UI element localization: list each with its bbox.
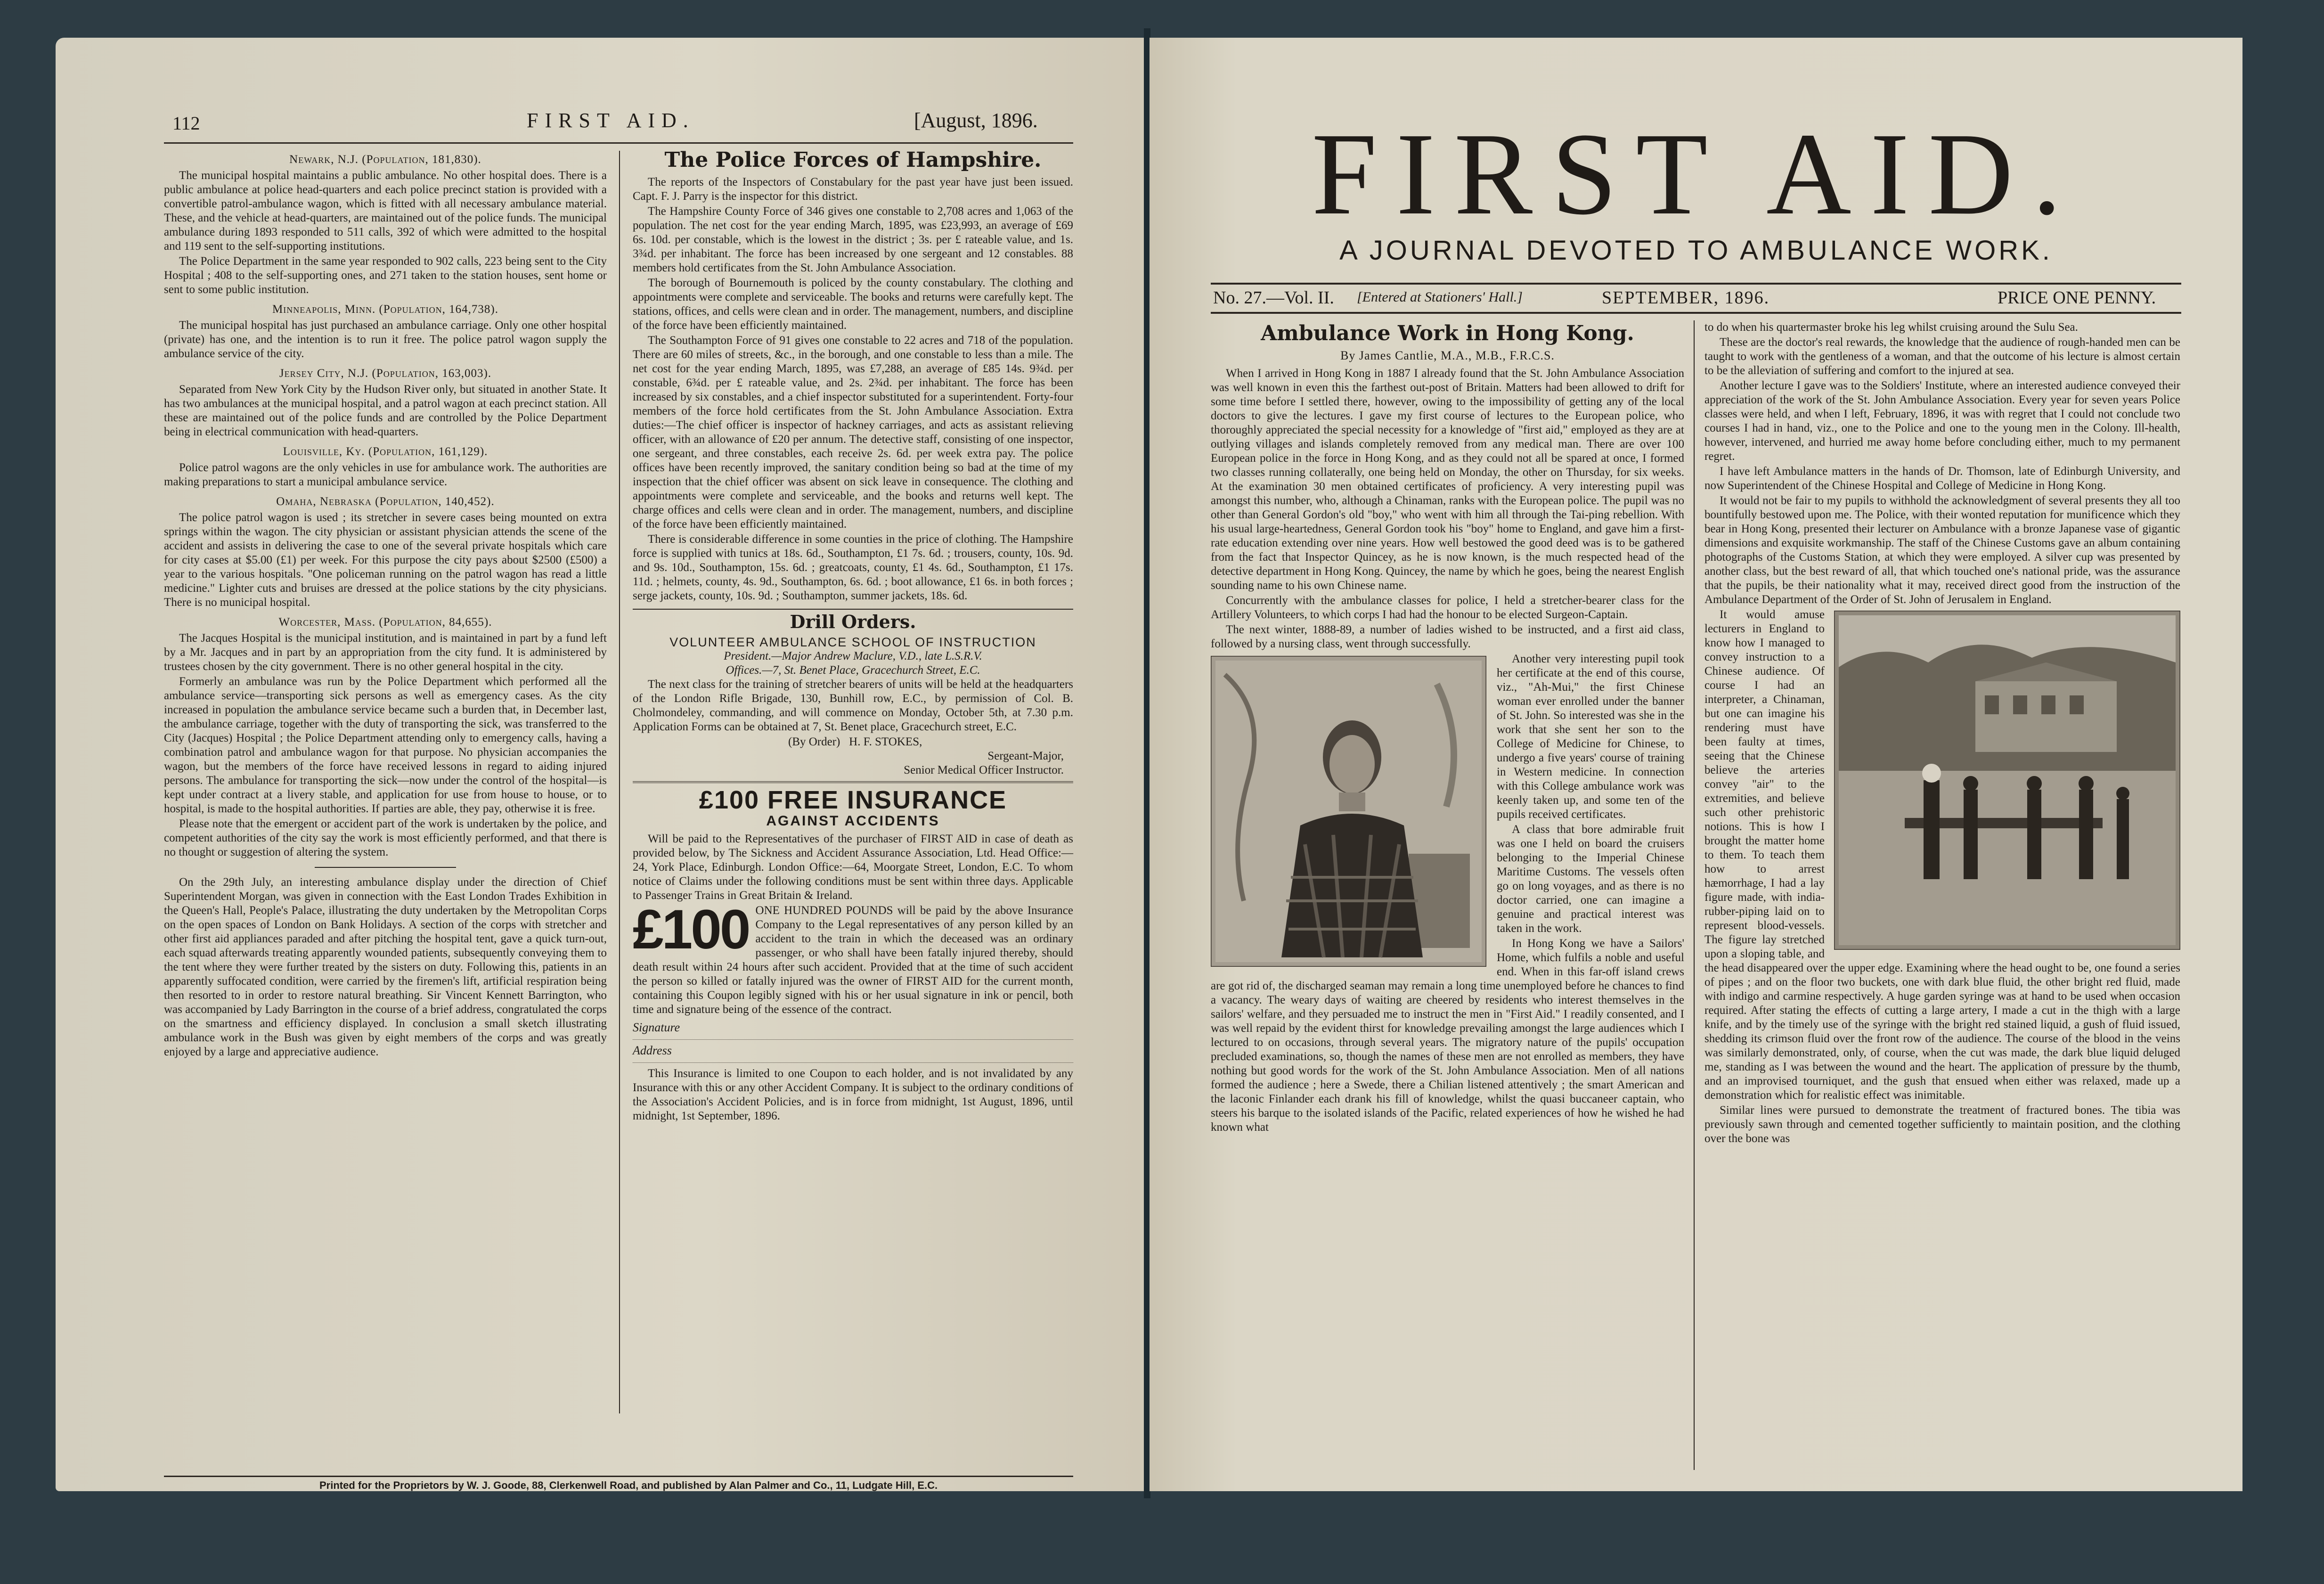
paragraph: Police patrol wagons are the only vehicles in use for ambulance work. The authorities are making preparations to start a municipal ambulance service. <box>164 461 607 488</box>
drill-by-order: (By Order) <box>788 735 840 748</box>
article-paragraph: The next winter, 1888-89, a number of ladies wished to be instructed, and a first aid class, followed by a nursing class, went through successfully. <box>1211 623 1684 650</box>
article-column-1 <box>1211 320 1684 1135</box>
page-number: 112 <box>172 113 200 134</box>
police-paragraph: The Hampshire County Force of 346 gives one constable to 2,708 acres and 1,063 of the population. The net cost for the year ending March, 1895, was £23,993, an average of £69 6s. 10d. per constable, which is the lowest in the district ; 3s. per £ rateable value, and 1s. 3¾d. per inhabitant. The force has been increased by one sergeant and 12 constables. 88 members hold certificates from the St. John Ambulance Association. <box>633 205 1073 274</box>
paragraph: The Police Department in the same year responded to 902 calls, 223 being sent to the City Hospital ; 408 to the self-supporting ones, and 271 taken to the station houses, sent home or sent to some public institution. <box>164 255 607 296</box>
article-paragraph: It would not be fair to my pupils to withhold the acknowledgment of several presents they all too bountifully bestowed upon me. The Police, with their wonted reputation for munificence which they bear in Hong Kong, presented their lecturer on Ambulance with a bronze Japanese vase of gigantic dimensions and exquisite workmanship. The staff of the Chinese Customs gave an album containing photographs of the Customs Station, at which they were employed. A silver cup was presented by another class, but the best reward of all, that which touched one's national pride, was the assurance that the pupils, be their nationality what it may, received direct good from the instruction of the Ambulance Department of the Order of St. John of Jerusalem in England. <box>1704 494 2180 606</box>
masthead-rule-top <box>1211 283 2181 285</box>
article-paragraph: A class that bore admirable fruit was one I held on board the cruisers belonging to the Imperial Chinese Maritime Customs. The vessels often go on long voyages, and as there is no doctor carried, one can imagine a genuine and practical interest was taken in the work. <box>1497 823 1684 935</box>
article-paragraph: Concurrently with the ambulance classes for police, I held a stretcher-bearer class for the Artillery Volunteers, to which corps I had had the honour to be elected Surgeon-Captain. <box>1211 594 1684 621</box>
paragraph: Please note that the emergent or accident part of the work is undertaken by the police, and competent authorities of the city say the work is most efficiently performed, and that there is no thought or suggestion of altering the system. <box>164 817 607 858</box>
city-heading: Louisville, Ky. (Population, 161,129). <box>283 445 488 458</box>
stretcher-drill-photo <box>1834 611 2180 950</box>
running-title: FIRST AID. <box>527 109 695 132</box>
paragraph: The municipal hospital has just purchased an ambulance carriage. Only one other hospital (private) has one, and the intention is to run it free. The police patrol wagon supply the ambulance service of the city. <box>164 319 607 360</box>
printer-footer: Printed for the Proprietors by W. J. Goode, 88, Clerkenwell Road, and published by Alan Palmer and Co., 11, Ludgate Hill, E.C. <box>319 1479 938 1491</box>
police-paragraph: The Southampton Force of 91 gives one constable to 22 acres and 718 of the population. There are 60 miles of streets, &c., in the borough, and one constable to less than a mile. The net cost for the year ending March, 1895, was £7,288, an average of £85 14s. 9¾d. per constable, 6¾d. per £ rateable value, and 2s. 2¾d. per inhabitant. The force has been increased by six constables, and a chief inspector substituted for a superintendent. Forty-four members of the force hold certificates from the St. John Ambulance Association. Extra duties:—The chief officer is inspector of hackney carriages, and acts as assistant relieving officer, with an allowance of £20 per annum. The detective staff, consisting of one inspector, one sergeant, and three constables, each receive 2s. 6d. per week extra pay. The police offices have been recently improved, the sanitary condition being so bad at the time of my inspection that the chief officer was absent on sick leave in consequence. The clothing and appointments were complete and serviceable, and the books and returns well kept. The charge offices and cells were clean and in order. The management, numbers, and discipline of the force have been efficiently maintained. <box>633 334 1073 531</box>
right-page <box>1150 38 2242 1491</box>
article-title: Ambulance Work in Hong Kong. <box>1261 321 1634 345</box>
article-paragraph: In Hong Kong we have a Sailors' Home, which fulfils a noble and useful end. When in this far-off island crews are got rid of, the discharged seaman may remain a long time unemployed before he chances to find a vacancy. The weary days of waiting are cheered by residents who interest themselves in the sailors' welfare, and they persuaded me to instruct the men in "First Aid." I readily consented, and I was well repaid by the evident thirst for knowledge prevailing amongst the large audiences which I lectured to on occasions, through several years. The migratory nature of the pupils' occupation precluded examinations, so, though the names of these men are not enrolled as members, they have nothing but good words for the work of the St. John Ambulance Association. Men of all nations formed the audience ; here a Swede, there a Chilian listened attentively ; the smart American and the laconic Finlander each drank his fill of knowledge, whilst the quasi buccaneer captain, who steers his barque to the isolated islands of the Pacific, related experiences of how he wished he had known what <box>1211 937 1684 1134</box>
city-heading: Jersey City, N.J. (Population, 163,003). <box>279 367 492 380</box>
masthead-rule-bottom <box>1211 312 2181 314</box>
left-page <box>56 38 1144 1491</box>
column-divider <box>619 151 620 1413</box>
section-rule <box>315 867 456 868</box>
article-paragraph: I have left Ambulance matters in the hands of Dr. Thomson, late of Edinburgh University, and now Superintendent of the Chinese Hospital and College of Medicine in Hong Kong. <box>1704 465 2180 492</box>
paragraph: Formerly an ambulance was run by the Police Department which performed all the ambulance service—transporting sick persons as well as emergency cases. As the city increased in population the ambulance service became such a burden that, in December last, the ambulance carriage, together with the duty of transporting the sick, was transferred to the City (Jacques) Hospital ; the Police Department attending only to emergency calls, having a combination patrol and ambulance wagon for that purpose. No physician accompanies the wagon, but the members of the force have received lessons in regard to aiding injured persons. The ambulance for transporting the sick—now under the control of the hospital—is kept under contract at a livery stable, and application for use from house to house, or to hospital, is made to the hospital authorities. If parties are able, they pay, otherwise it is free. <box>164 675 607 815</box>
masthead-title: FIRST AID. <box>1312 109 2080 239</box>
header-rule <box>164 142 1073 144</box>
drill-signatory: H. F. STOKES, <box>849 735 922 748</box>
article-paragraph: When I arrived in Hong Kong in 1887 I already found that the St. John Ambulance Association was well known in even this the farthest out-post of Britain. Matters had been allowed to drift for some time before I settled there, however, owing to the impossibility of getting any of the local doctors to give the lectures. I gave my first course of lectures to the European police, who thoroughly appreciated the special necessity for a knowledge of "first aid," employed as they are at outlying villages and islands completely removed from any medical man. There are over 100 European police in the force in Hong Kong, and as they could not all be spared at once, I formed two classes running collaterally, one being held on Monday, the other on Thursday, for six weeks. At the examination 30 men obtained certificates of proficiency. A very interesting pupil was amongst this number, who, although a Chinaman, ranks with the European police. The pupil was no other than General Gordon's old "boy," who went with him all through the Tai-ping rebellion. With his usual large-heartedness, General Gordon took his "boy" home to England, and gave him a first-rate education extending over nine years. How well bestowed the good deed was is to be gathered from the fact that Inspector Quincey, as he is now known, is the much respected head of the detective department in Hong Kong. Quincey, the name by which he goes, being the nearest English sounding name to his own Chinese name. <box>1211 367 1684 592</box>
insurance-rule <box>633 781 1073 783</box>
insurance-subtitle: AGAINST ACCIDENTS <box>766 813 940 829</box>
masthead-subtitle: A JOURNAL DEVOTED TO AMBULANCE WORK. <box>1339 235 2053 266</box>
article-column-2 <box>1704 320 2180 1147</box>
right-column <box>633 147 1073 1124</box>
article-paragraph: These are the doctor's real rewards, the knowledge that the audience of rough-handed men can be taught to work with the gentleness of a woman, and that the outcome of his lecture is almost certain to be the alleviation of suffering and comfort to the injured at sea. <box>1704 336 2180 377</box>
issue-price: PRICE ONE PENNY. <box>1998 288 2156 308</box>
column-divider <box>1694 320 1695 1470</box>
paragraph: Separated from New York City by the Hudson River only, but situated in another State. It has two ambulances at the municipal hospital, and a patrol wagon at each precinct station. All these are maintained out of the police funds and are controlled by the Police Department being in electrical communication with head-quarters. <box>164 383 607 438</box>
city-heading: Worcester, Mass. (Population, 84,655). <box>278 616 492 629</box>
paragraph: On the 29th July, an interesting ambulance display under the direction of Chief Superintendent Morgan, was given in connection with the East London Trades Exhibition in the Queen's Hall, People's Palace, illustrating the duty undertaken by the Metropolitan Corps on the open spaces of London on Bank Holidays. A section of the corps with stretcher and other first aid appliances paraded and after pitching the hospital tent, gave a quick turn-out, each squad afterwards treating apparently wounded patients, subsequently conveying them to the tent where they were further treated by the sisters on duty. Following this, patients in an apparently suffocated condition, were carried by the firemen's lift, artificial respiration being then resorted to in order to restore natural breathing. Sir Vincent Kennett Barrington, who was accompanied by Lady Barrington in the course of a brief address, congratulated the corps on the smartness and efficiency displayed. In conclusion a small sketch illustrating ambulance work in the Bush was given by eight members of the corps and was greatly enjoyed by a large and appreciative audience. <box>164 876 607 1058</box>
city-heading: Omaha, Nebraska (Population, 140,452). <box>276 495 495 508</box>
police-paragraph: The borough of Bournemouth is policed by the county constabulary. The clothing and appointments were complete and serviceable. The books and returns were carefully kept. The stations, offices, and cells were clean and in order. The management, numbers, and discipline of the force have been efficiently maintained. <box>633 277 1073 332</box>
portrait-photo <box>1211 656 1486 967</box>
insurance-amount: £100 <box>633 898 749 961</box>
address-field[interactable]: Address <box>633 1044 1073 1063</box>
drill-rank: Sergeant-Major, <box>987 750 1064 762</box>
drill-orders-title: Drill Orders. <box>790 611 916 632</box>
article-paragraph: It would amuse lecturers in England to know how I managed to convey instruction to a Chinese audience. Of course I had an interpreter, a Chinaman, but one can imagine his rendering must have been faulty at times, seeing that the Chinese believe the arteries convey "air" to the extremities, and believe such other prehistoric notions. This is how I brought the matter home to them. To teach them how to arrest hæmorrhage, I had a lay figure made, with india-rubber-piping laid on to represent blood-vessels. The figure lay stretched upon a sloping table, and the head disappeared over the upper edge. Examining where the head ought to be, one found a series of pipes ; and on the floor two buckets, one with dark blue fluid, the other bright red fluid, made with indigo and carmine respectively. A huge garden syringe was at hand to be used when occasion required. After stating the effects of cutting a large artery, I made a cut in the thigh with a large knife, and by the timely use of the syringe with the bright red stained liquid, a gush of fluid issued, shedding its crimson fluid over the front row of the audience. The course of the blood in the veins was similarly demonstrated, only, of course, when the cut was made, the dark blue liquid deluged me, standing as I was between the wound and the heart. The application of pressure by the thumb, and an improvised tourniquet, and the gush that ensued when either was relaxed, made up a demonstration which for realistic effect was inimitable. <box>1704 608 2180 1102</box>
insurance-paragraph: Will be paid to the Representatives of the purchaser of FIRST AID in case of death as provided below, by The Sickness and Accident Assurance Association, Ltd. Head Office:—24, York Place, Edinburgh. London Office:—64, Moorgate Street, London, E.C. To whom notice of Claims under the following conditions must be sent within three days. Applicable to Passenger Trains in Great Britain & Ireland. <box>633 833 1073 902</box>
stretcher-drill-image <box>1834 611 2180 950</box>
article-byline: By James Cantlie, M.A., M.B., F.R.C.S. <box>1340 349 1555 362</box>
article-paragraph: to do when his quartermaster broke his leg whilst cruising around the Sulu Sea. <box>1704 321 2078 334</box>
footer-rule <box>164 1476 1073 1477</box>
insurance-paragraph: This Insurance is limited to one Coupon to each holder, and is not invalidated by any Insurance with this or any other Accident Company. It is subject to the ordinary conditions of the Association's Accident Policies, and is in force from midnight, 1st August, 1896, until midnight, 1st September, 1896. <box>633 1067 1073 1122</box>
article-paragraph: Another very interesting pupil took her certificate at the end of this course, viz., "Ah-Mui," the first Chinese woman ever enrolled under the banner of St. John. So interested was she in the work that she sent her son to the College of Medicine for Chinese, to undergo a five years' course of training in Western medicine. In connection with this College ambulance work was keenly taken up, and some ten of the pupils received certificates. <box>1497 653 1684 821</box>
article-paragraph: Similar lines were pursued to demonstrate the treatment of fractured bones. The tibia was previously sawn through and cemented together sufficiently to maintain position, and the clothing over the bone was <box>1704 1104 2180 1145</box>
issue-date: SEPTEMBER, 1896. <box>1602 288 1770 308</box>
paragraph: The police patrol wagon is used ; its stretcher in severe cases being mounted on extra springs within the wagon. The city physician or assistant physician attends the scene of the accident and assists in delivering the case to one of the several private hospitals which care for city cases at $5.00 (£1) per week. For this purpose the city pays about $2500 (£500) a year to the various hospitals. "One policeman running on the patrol wagon has read a little medicine." Lighter cuts and bruises are dressed at the police stations by the city physicians. There is no municipal hospital. <box>164 511 607 609</box>
stationers-hall: [Entered at Stationers' Hall.] <box>1357 289 1523 305</box>
police-paragraph: There is considerable difference in some counties in the price of clothing. The Hampshire force is supplied with tunics at 18s. 6d., Southampton, £1 7s. 6d. ; trousers, county, 10s. 9d. and 9s. 10d., Southampton, 15s. 6d. ; greatcoats, county, £1 4s. 6d., Southampton, £1 17s. 11d. ; helmets, county, 4s. 9d., Southampton, 6s. 6d. ; boot allowance, £1 6s. in both forces ; serge jackets, county, 10s. 9d. ; Southampton, summer jackets, 18s. 6d. <box>633 533 1073 602</box>
drill-school-name: VOLUNTEER AMBULANCE SCHOOL OF INSTRUCTION <box>669 635 1036 649</box>
paragraph: The Jacques Hospital is the municipal institution, and is maintained in part by a fund left by a Mr. Jacques and in part by an appropriation from the city fund. It is administered by trustees chosen by the city government. There is no other general hospital in the city. <box>164 632 607 673</box>
header-date: [August, 1896. <box>914 109 1038 132</box>
city-heading: Minneapolis, Minn. (Population, 164,738). <box>272 303 498 316</box>
insurance-title: £100 FREE INSURANCE <box>699 786 1007 814</box>
police-article-title: The Police Forces of Hampshire. <box>664 148 1042 172</box>
portrait-image <box>1211 656 1486 967</box>
drill-offices: Offices.—7, St. Benet Place, Gracechurch Street, E.C. <box>726 664 980 677</box>
issue-number: No. 27.—Vol. II. <box>1213 288 1334 308</box>
drill-role: Senior Medical Officer Instructor. <box>904 764 1064 776</box>
city-heading: Newark, N.J. (Population, 181,830). <box>289 153 481 166</box>
paragraph: The municipal hospital maintains a public ambulance. No other hospital does. There is a public ambulance at police head-quarters and each police precinct station is provided with a convertible patrol-ambulance wagon, which is fitted with all necessary ambulance material. These, and the vehicle at head-quarters, are maintained out of the police funds. The municipal ambulance during 1893 responded to 511 calls, 392 of which were admitted to the hospital and 119 sent to the self-supporting institutions. <box>164 169 607 253</box>
signature-field[interactable]: Signature <box>633 1021 1073 1040</box>
section-rule <box>633 609 1073 610</box>
police-paragraph: The reports of the Inspectors of Constabulary for the past year have just been issued. Capt. F. J. Parry is the inspector for this district. <box>633 176 1073 203</box>
left-column-text <box>164 147 607 1060</box>
drill-president: President.—Major Andrew Maclure, V.D., late L.S.R.V. <box>724 650 982 662</box>
insurance-paragraph: ONE HUNDRED POUNDS will be paid by the above Insurance Company to the Legal representatives of any person killed by an accident to the train in which the deceased was an ordinary passenger, or who shall have been fatally injured thereby, should death result within 24 hours after such accident. Provided that at the time of such accident the person so killed or fatally injured was the owner of FIRST AID for the current month, containing this Coupon legibly signed with his or her usual signature in ink or pencil, both time and signature being of the essence of the contract. <box>633 904 1073 1016</box>
article-paragraph: Another lecture I gave was to the Soldiers' Institute, where an interested audience conveyed their appreciation of the work of the St. John Ambulance Association. Every year for seven years Police classes were held, and when I left, February, 1896, it was with regret that I could not conclude two courses I had in hand, viz., one to the Police and one to the young men in the Colony. Ill-health, however, intervened, and hurried me away home before concluding either, much to my permanent regret. <box>1704 379 2180 463</box>
drill-paragraph: The next class for the training of stretcher bearers of units will be held at the headquarters of the London Rifle Brigade, 130, Bunhill row, E.C., by permission of Col. B. Cholmondeley, commanding, and will commence on Monday, October 5th, at 7.30 p.m. Application Forms can be obtained at 7, St. Benet place, Gracechurch street, E.C. <box>633 678 1073 733</box>
